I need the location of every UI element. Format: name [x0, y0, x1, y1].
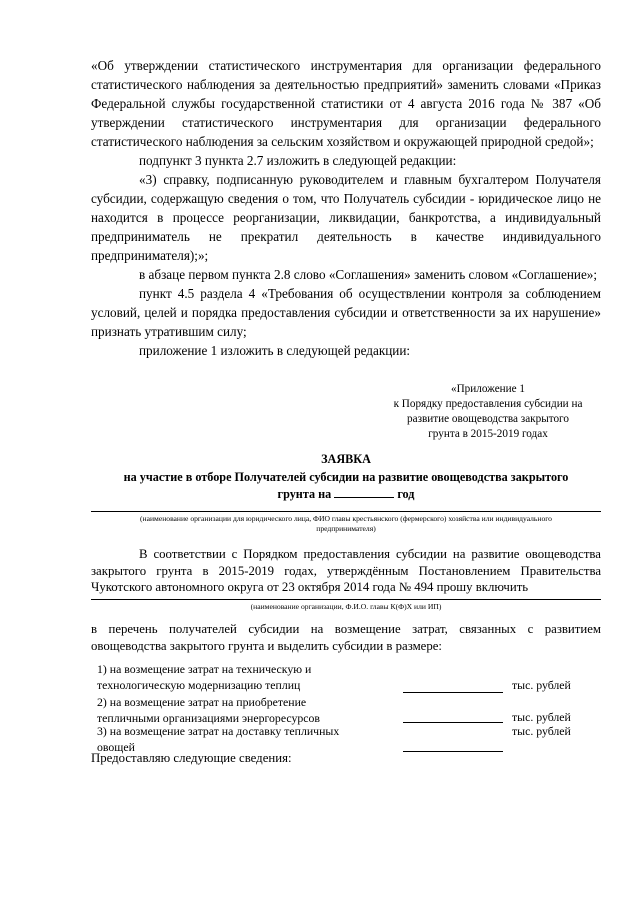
subtitle-text: год — [397, 487, 415, 501]
subsidy-item — [97, 661, 397, 693]
request-text: В соответствии с Порядком предоставления субсидии на развитие овощеводства закрытого грунта в 2015-2019 годах, утверждённым Постановлением Правительства Чукотского автономного округа от 23 октября 2014 года № 494 прошу включить — [91, 547, 601, 594]
org-name-caption — [91, 514, 601, 534]
year-blank-field[interactable] — [334, 487, 394, 498]
paragraph-appendix-1: приложение 1 изложить в следующей редакции: — [139, 343, 411, 358]
org-name-line[interactable] — [91, 511, 601, 512]
amount-unit: тыс. рублей — [512, 710, 571, 724]
application-title: ЗАЯВКА — [321, 452, 371, 466]
subsidy-item-text: технологическую модернизацию теплиц — [97, 678, 301, 692]
subtitle-text: грунта на — [277, 487, 332, 501]
paragraph-statistics-order: «Об утверждении статистического инструментария для организации федерального статистического наблюдения за деятельностью предприятий» заменить словами «Приказ Федеральной службы государственной статистики от 4 августа 2016 года № 387 «Об утверждении статистического инструментария для организации федерального статистического наблюдения за сельским хозяйством и окружающей природной средой»; — [91, 58, 601, 149]
amount-unit: тыс. рублей — [512, 678, 571, 692]
amount-blank-field[interactable] — [403, 692, 503, 693]
applicant-name-caption: (наименование организации, Ф.И.О. главы К(Ф)Х или ИП) — [250, 602, 442, 611]
paragraph-certificate: «3) справку, подписанную руководителем и главным бухгалтером Получателя субсидии, содержащую сведения о том, что Получатель субсидии - юридическое лицо не находится в процессе реорганизации, ликвидации, банкротства, а индивидуальный предприниматель не прекратил деятельность в качестве индивидуального предпринимателя);»; — [91, 172, 601, 263]
paragraph-clause-4-5: пункт 4.5 раздела 4 «Требования об осуществлении контроля за соблюдением условий, целей и порядка предоставления субсидии и ответственности за их нарушение» признать утратившим силу; — [91, 286, 601, 339]
final-line: Предоставляю следующие сведения: — [91, 751, 292, 765]
appendix-line: к Порядку предоставления субсидии на — [393, 398, 583, 410]
application-subtitle-year — [91, 487, 601, 502]
subsidy-item-text: овощей — [97, 740, 135, 754]
amount-blank-field[interactable] — [403, 722, 503, 723]
request-paragraph — [91, 546, 601, 596]
appendix-reference — [360, 382, 616, 442]
caption-line: (наименование организации для юридического лица, ФИО главы крестьянского (фермерского) хозяйства или индивидуального — [140, 514, 552, 523]
appendix-line: развитие овощеводства закрытого — [407, 413, 569, 425]
caption-line: предпринимателя) — [316, 524, 376, 533]
subsidy-item-text: 2) на возмещение затрат на приобретение — [97, 695, 307, 709]
amount-blank-field[interactable] — [403, 751, 503, 752]
application-subtitle: на участие в отборе Получателей субсидии на развитие овощеводства закрытого — [123, 470, 569, 484]
inclusion-paragraph: в перечень получателей субсидии на возмещение затрат, связанных с развитием овощеводства закрытого грунта и выделить субсидии в размере: — [91, 622, 601, 653]
subsidy-item-text: тепличными организациями энергоресурсов — [97, 711, 320, 725]
applicant-name-line[interactable] — [91, 599, 601, 600]
subsidy-item-text: 3) на возмещение затрат на доставку тепличных — [97, 724, 340, 738]
paragraph-subclause-3: подпункт 3 пункта 2.7 изложить в следующей редакции: — [139, 153, 457, 168]
amendment-text — [91, 56, 601, 360]
amount-unit: тыс. рублей — [512, 724, 571, 738]
subsidy-item — [97, 694, 397, 726]
paragraph-clause-2-8: в абзаце первом пункта 2.8 слово «Соглашения» заменить словом «Соглашение»; — [139, 267, 598, 282]
subsidy-item-text: 1) на возмещение затрат на техническую и — [97, 662, 312, 676]
appendix-line: «Приложение 1 — [450, 383, 526, 395]
appendix-line: грунта в 2015-2019 годах — [428, 428, 548, 440]
